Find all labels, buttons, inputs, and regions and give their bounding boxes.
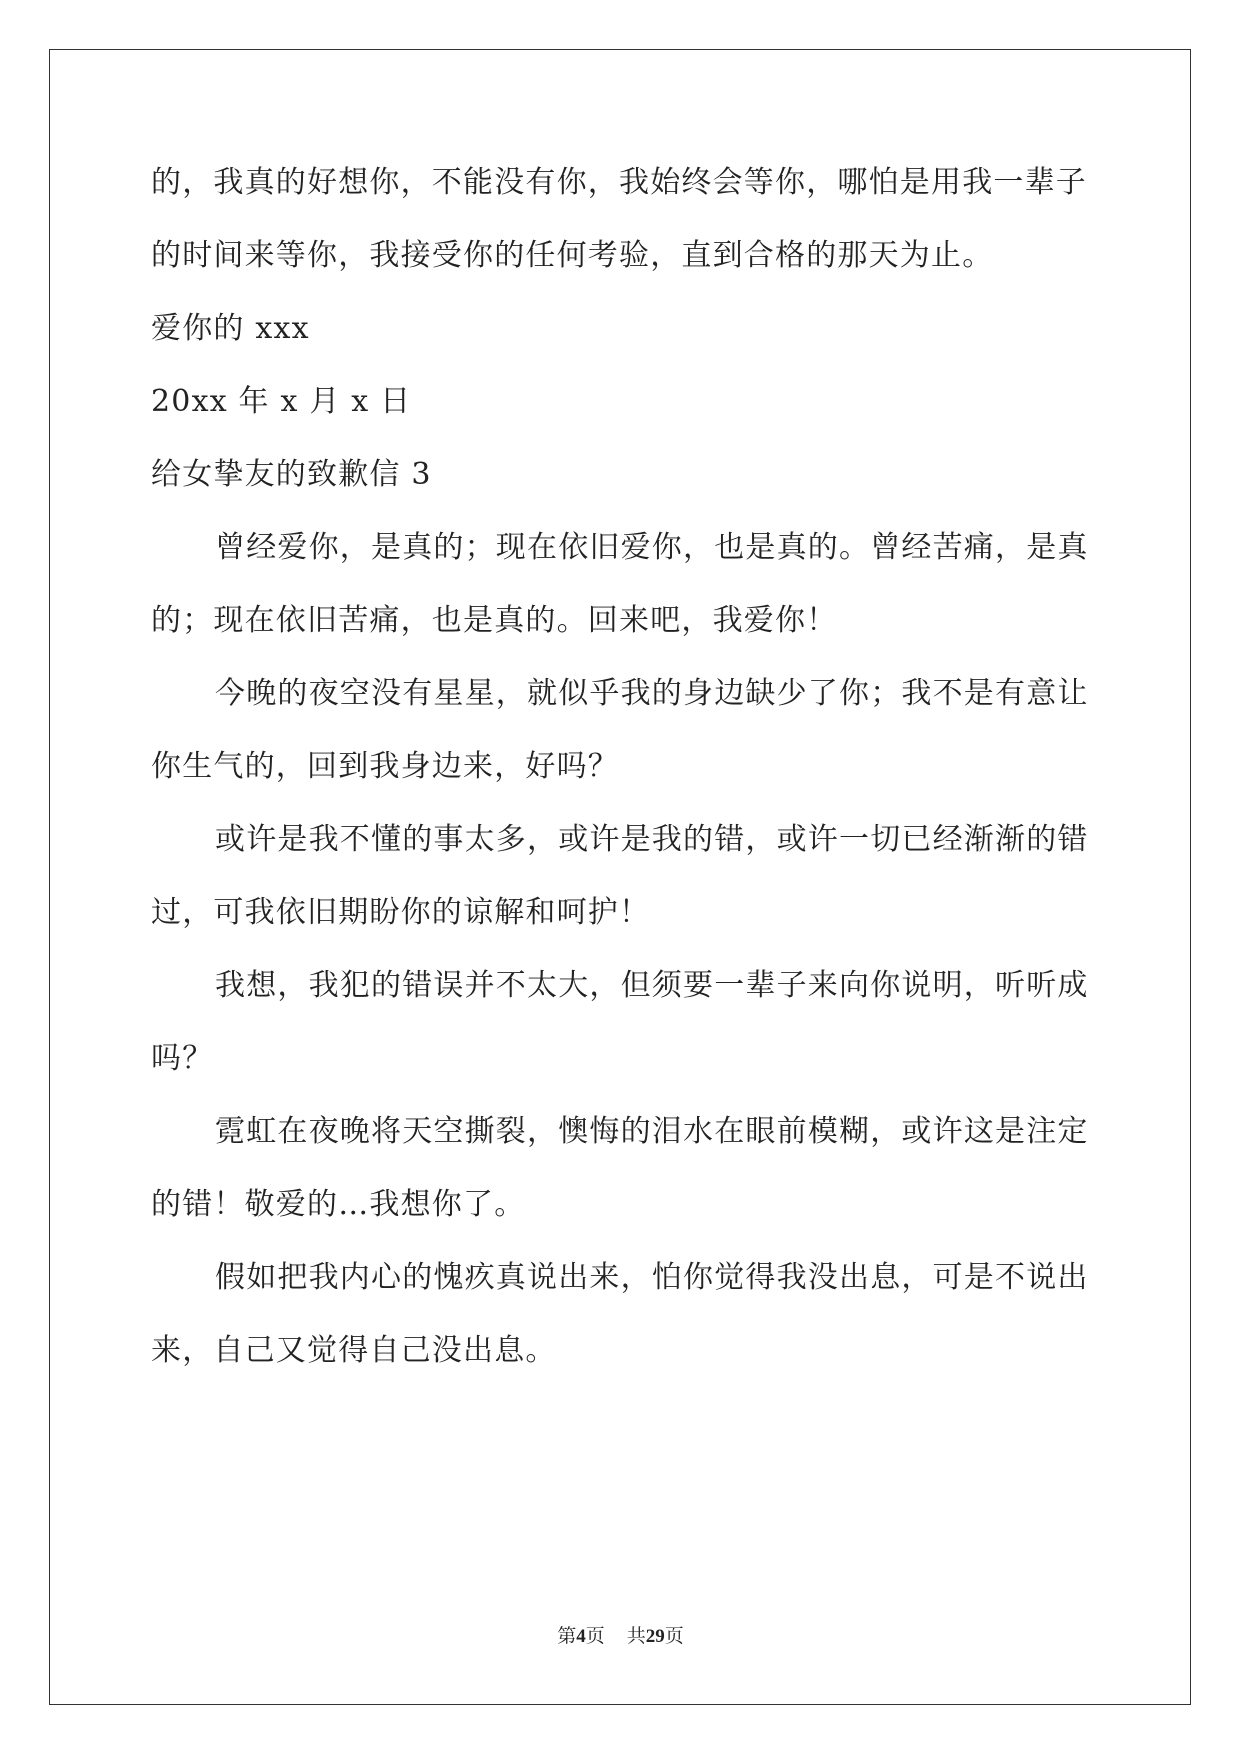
section-heading: 给女挚友的致歉信 3	[151, 457, 432, 492]
paragraph-line: 假如把我内心的愧疚真说出来，怕你觉得我没出息，可是不说出	[215, 1260, 1089, 1295]
signature-line: 爱你的 xxx	[151, 311, 310, 346]
paragraph-line: 的时间来等你，我接受你的任何考验，直到合格的那天为止。	[151, 238, 994, 273]
page-border	[49, 49, 1191, 1705]
paragraph-line: 的，我真的好想你，不能没有你，我始终会等你，哪怕是用我一辈子	[151, 165, 1087, 200]
date-line: 20xx 年 x 月 x 日	[151, 384, 412, 419]
total-suffix: 页	[664, 1625, 684, 1647]
paragraph-line: 的；现在依旧苦痛，也是真的。回来吧，我爱你！	[151, 603, 838, 638]
paragraph-line: 吗？	[151, 1041, 214, 1076]
page-number: 4	[576, 1626, 586, 1647]
paragraph-line: 我想，我犯的错误并不太大，但须要一辈子来向你说明，听听成	[215, 968, 1089, 1003]
paragraph-line: 来，自己又觉得自己没出息。	[151, 1333, 557, 1368]
total-pages: 29	[645, 1626, 665, 1647]
paragraph-line: 你生气的，回到我身边来，好吗？	[151, 749, 619, 784]
paragraph-line: 的错！敬爱的…我想你了。	[151, 1187, 526, 1222]
paragraph-line: 或许是我不懂的事太多，或许是我的错，或许一切已经渐渐的错	[215, 822, 1089, 857]
page-prefix: 第	[557, 1625, 577, 1647]
page-footer	[0, 1621, 1241, 1648]
total-prefix: 共	[626, 1625, 646, 1647]
paragraph-line: 曾经爱你，是真的；现在依旧爱你，也是真的。曾经苦痛，是真	[215, 530, 1089, 565]
page-suffix: 页	[585, 1625, 605, 1647]
paragraph-line: 过，可我依旧期盼你的谅解和呵护！	[151, 895, 651, 930]
paragraph-line: 今晚的夜空没有星星，就似乎我的身边缺少了你；我不是有意让	[215, 676, 1089, 711]
paragraph-line: 霓虹在夜晚将天空撕裂，懊悔的泪水在眼前模糊，或许这是注定	[215, 1114, 1089, 1149]
